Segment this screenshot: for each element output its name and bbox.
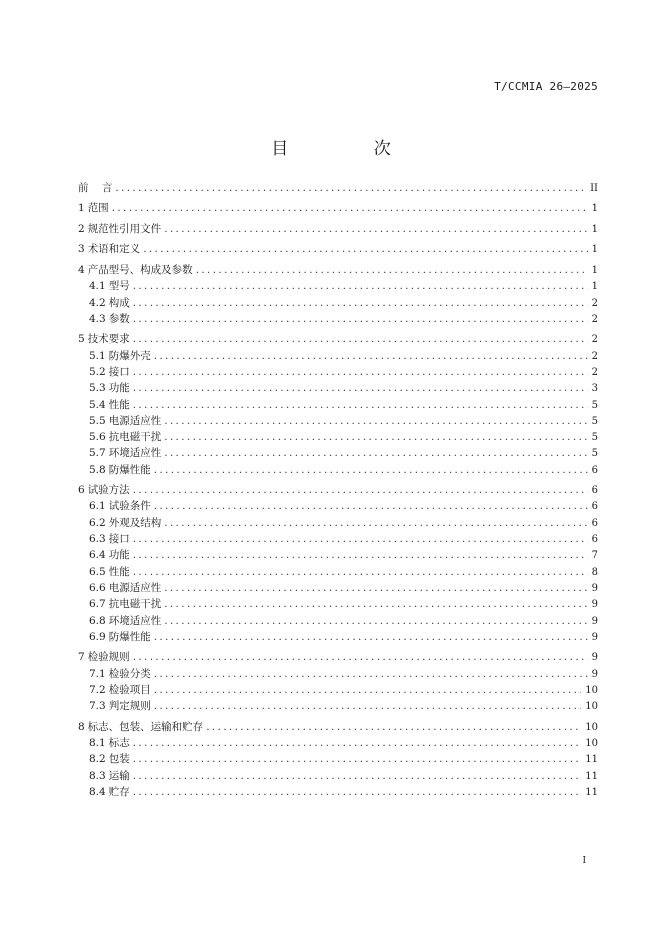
toc-entry-label [78,331,133,347]
toc-entry[interactable] [78,613,598,629]
toc-entry-title: 性能 [108,398,130,411]
toc-entry-label [78,241,143,257]
toc-entry-label [89,666,154,682]
toc-entry-title: 功能 [108,549,130,562]
toc-entry-page: 7 [591,550,598,562]
toc-entry-number: 4.3 [89,312,106,325]
toc-entry-page: 10 [585,721,598,733]
toc-entry-title: 包装 [108,753,130,766]
toc-entry-title: 电源适应性 [108,414,162,427]
toc-entry[interactable] [78,462,598,478]
toc-entry-label [78,221,164,237]
toc-entry-label [89,547,133,563]
toc-entry-number: 6.7 [89,598,106,611]
toc-leader-dots [133,735,582,751]
toc-entry-title: 性能 [108,565,130,578]
toc-entry[interactable] [78,397,598,413]
toc-entry-number: 6.5 [89,565,106,578]
toc-entry-label [78,482,133,498]
toc-entry-page: 1 [591,223,598,235]
toc-leader-dots [133,295,588,311]
toc-entry-number: 5.1 [89,349,106,362]
toc-entry-page: 6 [591,534,598,546]
toc-leader-dots [133,397,588,413]
toc-entry-number: 6.9 [89,630,106,643]
toc-entry-title: 前 言 [78,182,113,194]
toc-entry[interactable] [78,784,598,800]
toc-entry-label [89,784,133,800]
toc-entry-title: 型号 [108,280,130,293]
toc-entry-page: 9 [591,599,598,611]
table-of-contents [78,180,598,800]
toc-entry-label [89,515,164,531]
toc-entry[interactable] [78,311,598,327]
toc-entry[interactable] [78,629,598,645]
toc-entry[interactable] [78,547,598,563]
toc-leader-dots [133,278,588,294]
toc-entry[interactable] [78,751,598,767]
toc-entry-page: 2 [591,297,598,309]
toc-entry-number: 3 [78,243,85,256]
toc-entry-title: 标志 [108,737,130,749]
toc-entry[interactable] [78,348,598,364]
toc-entry-page: 9 [591,582,598,594]
toc-entry-number: 5 [78,333,85,346]
toc-entry-page: 6 [591,464,598,476]
toc-entry[interactable] [78,719,598,735]
toc-entry-page: 5 [591,399,598,411]
toc-leader-dots [154,698,582,714]
toc-entry-title: 术语和定义 [87,243,141,256]
toc-entry-label [89,462,154,478]
toc-entry-page: 6 [591,517,598,529]
toc-entry-title: 外观及结构 [108,516,162,529]
toc-entry[interactable] [78,531,598,547]
toc-entry-number: 2 [78,222,85,235]
toc-entry[interactable] [78,515,598,531]
toc-entry-title: 抗电磁干扰 [108,431,162,444]
toc-entry-page: 10 [585,738,598,749]
toc-entry[interactable] [78,364,598,380]
toc-entry-label [89,278,133,294]
toc-leader-dots [164,429,587,445]
toc-entry-label [89,735,133,751]
toc-entry-page: 11 [585,770,598,782]
toc-entry-title: 防爆性能 [108,463,151,476]
toc-entry-label [89,364,133,380]
toc-leader-dots [133,380,588,396]
toc-entry-title: 接口 [108,533,130,546]
toc-leader-dots [164,221,587,237]
toc-entry-title: 抗电磁干扰 [108,598,162,611]
toc-entry-title: 接口 [108,365,130,378]
toc-entry[interactable] [78,295,598,311]
toc-entry-number: 5.3 [89,382,106,395]
toc-entry-label [89,698,154,714]
toc-entry-label [89,348,154,364]
toc-entry-number: 1 [78,202,85,215]
toc-entry[interactable] [78,498,598,514]
toc-entry[interactable] [78,180,598,196]
toc-leader-dots [133,331,588,347]
toc-leader-dots [133,751,582,767]
toc-leader-dots [133,482,588,498]
page-number: I [582,856,586,866]
toc-entry-label [89,751,133,767]
toc-leader-dots [133,364,588,380]
toc-entry-label [78,262,196,278]
toc-entry-label [89,531,133,547]
toc-entry[interactable] [78,429,598,445]
toc-entry-page: 3 [591,383,598,395]
toc-leader-dots [133,311,588,327]
toc-entry-title: 检验规则 [87,651,130,664]
toc-entry-label [89,311,133,327]
toc-entry-title: 标志、包装、运输和贮存 [87,720,204,733]
toc-entry-label [78,719,206,735]
toc-entry-number: 5.4 [89,398,106,411]
toc-entry-title: 检验项目 [108,683,151,696]
toc-leader-dots [133,564,588,580]
toc-entry-label [89,295,133,311]
toc-entry-title: 参数 [108,312,130,325]
toc-leader-dots [154,348,588,364]
toc-entry-page: 6 [591,501,598,513]
toc-entry-label [78,180,115,196]
toc-leader-dots [154,682,582,698]
toc-entry-page: 5 [591,415,598,427]
toc-entry-label [78,200,112,216]
toc-entry[interactable] [78,580,598,596]
toc-entry-title: 试验条件 [108,500,151,513]
toc-entry-label [89,413,164,429]
toc-entry-page: 5 [591,448,598,460]
toc-entry[interactable] [78,413,598,429]
toc-entry-number: 8.1 [89,737,106,749]
toc-leader-dots [154,629,588,645]
toc-entry[interactable] [78,331,598,347]
toc-entry-label [89,445,164,461]
toc-entry[interactable] [78,200,598,216]
toc-entry-number: 4 [78,263,85,276]
toc-entry-label [89,397,133,413]
toc-entry-title: 环境适应性 [108,447,162,460]
toc-leader-dots [112,200,588,216]
toc-entry[interactable] [78,241,598,257]
toc-leader-dots [133,784,582,800]
toc-entry-title: 规范性引用文件 [87,222,162,235]
toc-entry-number: 7.3 [89,700,106,713]
toc-entry[interactable] [78,262,598,278]
toc-entry[interactable] [78,596,598,612]
toc-entry-number: 6.4 [89,549,106,562]
toc-entry-page: 9 [591,615,598,627]
toc-entry-number: 6.3 [89,533,106,546]
toc-entry-page: 6 [591,485,598,497]
toc-entry-number: 4.1 [89,280,106,293]
toc-entry-page: II [590,183,598,194]
toc-leader-dots [164,613,587,629]
toc-leader-dots [206,719,581,735]
toc-entry-page: 2 [591,334,598,346]
toc-entry-number: 5.6 [89,431,106,444]
toc-entry[interactable] [78,564,598,580]
toc-entry-label [89,580,164,596]
toc-entry-label [89,429,164,445]
toc-entry[interactable] [78,682,598,698]
toc-entry-title: 功能 [108,382,130,395]
toc-leader-dots [133,531,588,547]
toc-entry-title: 判定规则 [108,700,151,713]
toc-leader-dots [115,180,586,196]
toc-entry-number: 6.6 [89,581,106,594]
toc-entry-title: 技术要求 [87,333,130,346]
toc-entry-title: 构成 [108,296,130,309]
document-code: T/CCMIA 26—2025 [494,80,598,93]
toc-entry-number: 8.2 [89,753,106,766]
toc-leader-dots [154,498,588,514]
toc-entry[interactable] [78,221,598,237]
toc-leader-dots [164,413,587,429]
toc-entry-label [89,682,154,698]
toc-entry-number: 8.4 [89,785,106,798]
toc-entry-number: 8.3 [89,769,106,782]
toc-leader-dots [154,462,588,478]
toc-entry-title: 检验分类 [108,667,151,680]
toc-entry-number: 5.2 [89,365,106,378]
toc-entry-label [89,629,154,645]
toc-entry-page: 10 [585,684,598,696]
toc-entry-title: 电源适应性 [108,581,162,594]
toc-entry-page: 10 [585,701,598,713]
toc-entry[interactable] [78,666,598,682]
toc-entry-label [89,613,164,629]
toc-entry[interactable] [78,278,598,294]
toc-entry-number: 7.2 [89,683,106,696]
toc-entry-number: 7.1 [89,667,106,680]
toc-entry-title: 运输 [108,769,130,782]
toc-leader-dots [164,580,587,596]
toc-entry-label [89,564,133,580]
toc-leader-dots [133,649,588,665]
toc-entry-page: 9 [591,652,598,664]
toc-entry-number: 6.1 [89,500,106,513]
toc-entry-title: 产品型号、构成及参数 [87,263,193,276]
toc-entry-number: 6 [78,484,85,497]
toc-entry-page: 2 [591,350,598,362]
toc-entry-page: 8 [591,566,598,578]
toc-leader-dots [133,547,588,563]
toc-leader-dots [143,241,587,257]
toc-entry-label [78,649,133,665]
toc-entry-number: 5.5 [89,414,106,427]
toc-entry-number: 5.8 [89,463,106,476]
toc-entry-page: 1 [591,264,598,276]
toc-entry-page: 5 [591,432,598,444]
toc-leader-dots [164,445,587,461]
toc-entry-number: 5.7 [89,447,106,460]
toc-entry-number: 8 [78,720,85,733]
toc-leader-dots [196,262,588,278]
toc-entry-number: 7 [78,651,85,664]
toc-leader-dots [164,596,587,612]
toc-entry-page: 11 [585,754,598,766]
toc-leader-dots [154,666,588,682]
toc-title: 目 次 [271,139,431,159]
toc-leader-dots [164,515,587,531]
toc-entry-label [89,768,133,784]
toc-entry-page: 1 [591,203,598,215]
toc-entry-number: 6.8 [89,614,106,627]
toc-entry[interactable] [78,768,598,784]
toc-entry-number: 6.2 [89,516,106,529]
toc-entry-page: 9 [591,631,598,643]
toc-entry-page: 1 [591,244,598,256]
toc-entry[interactable] [78,735,598,751]
toc-entry-label [89,380,133,396]
toc-entry-title: 环境适应性 [108,614,162,627]
toc-entry-label [89,498,154,514]
toc-entry-title: 贮存 [108,785,130,798]
toc-entry[interactable] [78,649,598,665]
toc-entry-page: 2 [591,313,598,325]
toc-entry-label [89,596,164,612]
toc-entry[interactable] [78,445,598,461]
toc-entry-page: 11 [585,786,598,798]
toc-entry-title: 试验方法 [87,484,130,497]
toc-entry[interactable] [78,698,598,714]
toc-entry-number: 4.2 [89,296,106,309]
toc-entry-page: 2 [591,366,598,378]
toc-entry-page: 1 [591,281,598,293]
toc-entry-title: 范围 [87,202,109,215]
toc-entry-title: 防爆外壳 [108,349,151,362]
toc-entry[interactable] [78,482,598,498]
toc-leader-dots [133,768,582,784]
toc-entry-page: 9 [591,668,598,680]
toc-entry[interactable] [78,380,598,396]
toc-entry-title: 防爆性能 [108,630,151,643]
